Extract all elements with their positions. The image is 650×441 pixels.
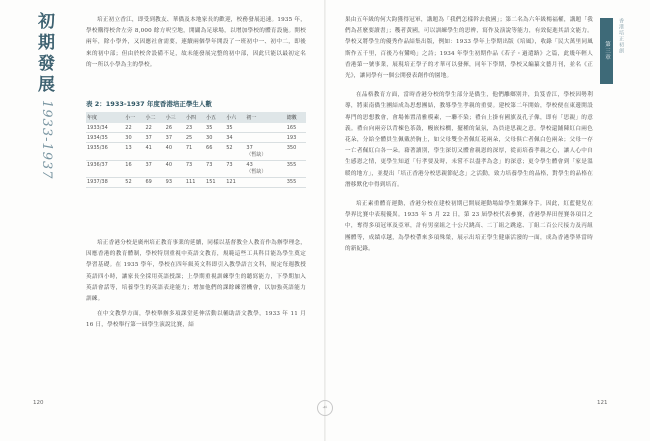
table-row [86,177,306,187]
paragraph: 培正素重體育運動，香港分校在建校初期已開展運動場給學生鍛鍊身手。因此，紅藍健兒在學界比賽中表現優異。1935 年 5 月 22 日，第 23 屆學校代表參賽，香港學界田徑賽各項目之中，奪得多項冠軍及亞軍，計有男童組之十公尺跳高、二丁組之跳遠、丁組二百公尺接力及丙組團體等，成績卓越，為學校帶來多項殊榮，展示出培正學生健康活潑的一面，成為香港學界當時的新紀錄。 [345,201,593,252]
paragraph: 培正香港分校是廣州培正教育事業的延續，同樣以基督教全人教育作為辦學理念，因應香港的教育體制，學校特別重視中英語文教育，規範這些工具科目能為學生奠定學習基礎。在 1935 學年，學校在四年級英文科即引入教學語言文科，規定每週教授英語四小時，讓家長全採用英語授課；上學期重視訓練學生的聽寫能力，下學期加入英語會話等，培養學生的英語表達能力；增加他們的課餘練習機會，以加強英語能力訓練。 [86,240,306,303]
table-header-cell: 小五 [206,115,217,121]
table-cell: 1933/34 [87,124,108,131]
table-title: 表 2：1933-1937 年度香港培正學生人數 [86,100,212,108]
student-count-table [86,112,306,188]
table-header-row [86,112,306,123]
footer-ornament-icon: ☙ [317,400,333,416]
table-row [86,133,306,143]
table-row [86,160,306,177]
paragraph: 果由五年級的何大鈞獲得冠軍，講題為「我們怎樣幹去救國」；第二名為六年級楊福權，講題「我們為甚麼要讀書」；穫者黃國，可以訓練學生的思辨，寫作及演說等能力，有效促進其語文能力。學校又將學生的優秀作品結集出版，例如：1933 學年上學期出版《培風》，收錄「民大萬里同風斯作五千里，百後乃有鸞鳴」之詩；1934 年學生初期作品《若子・過遣路》之篇，此幾年輕人香港第一號事業，展現培正學子的才華可以發揮，同年下學期，學校又編纂文藝月刊，並名《正光》，讓同學有一個公開發表創作的園地。 [345,17,593,80]
page-gutter [324,0,326,441]
table-cell [245,133,282,143]
table-cell: 1935/36 [87,144,108,151]
table-cell: 71 [185,144,193,151]
table-cell [245,160,282,177]
left-paragraph-top [86,15,306,95]
table-cell [245,177,282,187]
table-cell: 25 [185,134,193,141]
paragraph: 在中文教學方面，學校舉辦多項課堂延伸活動以輔助語文教學，1933 年 11 月 16 日，學校舉行第一屆學生演說比賽，結 [86,311,306,329]
table-cell: 93 [165,179,173,186]
table-header-cell: 小六 [226,115,237,121]
table-cell: 52 [226,144,233,151]
student-count-table-block [86,99,306,188]
table-cell: 111 [185,179,196,186]
table-cell: 37 [165,134,173,141]
chapter-years: 1933-1937 [39,100,54,180]
table-cell: 73 [206,162,213,169]
table-cell-note: （暫缺） [246,151,267,158]
chapter-title: 初期發展 [34,12,54,96]
table-cell: 66 [206,144,213,151]
table-cell: 193 [286,134,297,141]
table-cell: 13 [125,144,132,151]
table-cell: 22 [145,124,152,131]
table-cell: 1937/38 [87,179,108,186]
table-cell: 26 [165,124,173,131]
table-cell: 355 [286,162,297,169]
table-header-cell: 小三 [165,115,176,121]
table-cell: 165 [286,124,297,131]
left-paragraphs-bottom [86,238,306,388]
table-cell [245,143,282,160]
table-cell: 23 [185,124,193,131]
table-cell: 52 [125,179,132,186]
table-cell: 35 [206,124,213,131]
paragraph: 在品格教育方面，當時香港分校的學生部分是僑生，他們離鄉別井，負笈香江，學校因勢利導，將東南僑生團結成為思想團結，教導學生孝親的重要。建校第二年開始，學校便在東邊開設專門的思想教會，會場佈置清雅模素，一聯不染；禮台上掛有國旗及孔子像，即有「思親」的意義。禮台向兩旁以背棟色茶鼓，幔嵌棕櫚，擺種的氣氛，為員達思親之意。學校還鋪陳紅白兩色花朵，分給全體員生佩戴於胸上，如父母雙全者佩紅花兩朵，父母俱亡者佩白色兩朵；父母一存一亡者佩紅白各一朵。藉著讀別，學生深切又體會親恩的深厚，從而培養孝親之心，讓人心中自生感恩之情，更學生知道「行孝要及時，未嘗不以盡孝為念」的深意；更令學生體會到「家是溫暖的地方」，並提出「培正香港分校思親節紀念」之活動，致力培養學生的品格，對學生的品格在潛移默化中得到培育。 [345,92,593,188]
table-cell: 69 [145,179,152,186]
table-cell-value: 37 [246,144,253,151]
table-cell: 37 [145,134,152,141]
table-cell-note: （暫缺） [246,169,267,176]
chapter-tab: 第三章 [600,18,613,84]
table-cell: 73 [226,162,233,169]
table-cell: 30 [206,134,213,141]
table-row [86,143,306,160]
page-number-left: 120 [33,400,44,406]
table-cell: 151 [206,179,216,186]
table-cell: 121 [226,179,236,186]
table-header-cell: 年度 [87,115,98,121]
right-paragraphs [345,15,593,395]
table-cell [245,123,282,133]
table-cell: 355 [286,179,297,186]
table-cell: 40 [165,162,173,169]
table-cell: 40 [165,144,173,151]
table-header-cell: 初一 [246,115,257,121]
table-header-cell: 小二 [145,115,156,121]
chapter-subtitle: 香港培正初創 [618,18,624,54]
table-cell: 34 [226,134,233,141]
table-cell: 41 [145,144,152,151]
table-cell: 350 [286,144,297,151]
table-cell-value: 43 [246,162,253,169]
table-header-cell: 總數 [286,115,297,121]
table-header-cell: 小一 [125,115,136,121]
table-cell: 37 [145,162,152,169]
table-header-cell: 小四 [185,115,196,121]
table-row [86,123,306,133]
table-cell: 35 [226,124,233,131]
paragraph: 培正初立香江，即受到教友、華僑及本地家長的歡迎，校務發展迅速。1935 年，學校購得校舍左旁 8,000 餘方呎空地，開闢為足球場，以增加學校的體育設施。開校兩年，除小學外，又因應社會需要，連續兩個學年開設了一班初中一、初中二，即後來的初中部；但由於校舍設備不足，故未能發展完整的初中部，因此只能以最初定名的一所以小學為主的學校。 [86,17,306,68]
table-cell: 30 [125,134,132,141]
table-cell: 16 [125,162,132,169]
table-cell: 1936/37 [87,162,108,169]
table-cell: 22 [125,124,132,131]
page-number-right: 121 [597,400,608,406]
table-cell: 73 [185,162,193,169]
table-cell: 1934/35 [87,134,108,141]
